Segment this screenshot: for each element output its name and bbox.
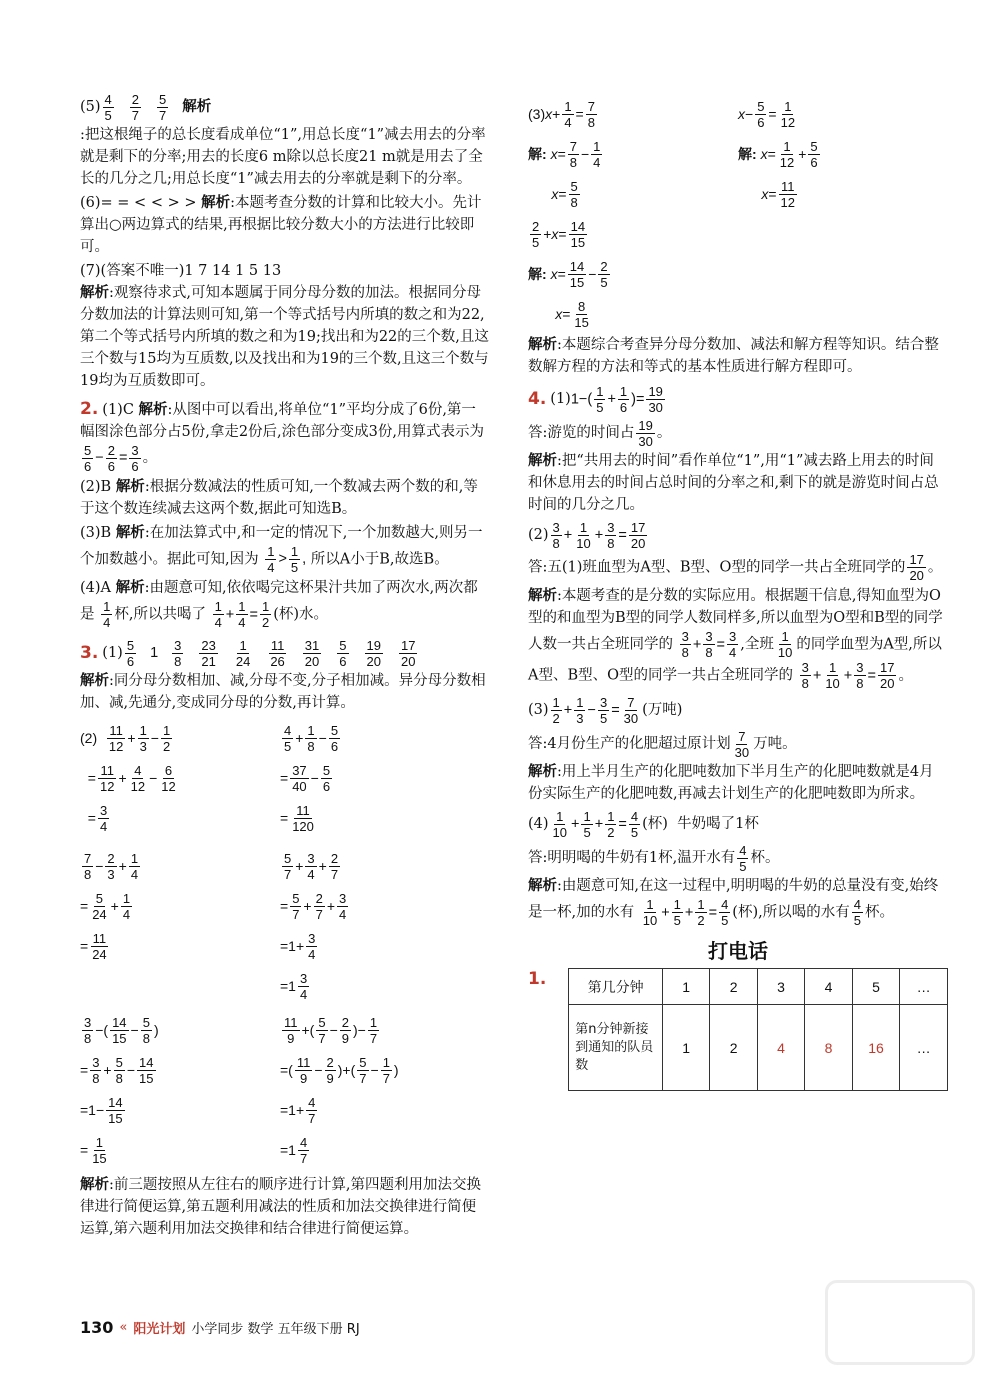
item-5-label: (5) <box>80 99 101 115</box>
question-3-analysis <box>80 1174 490 1240</box>
question-number: 2. <box>80 399 99 419</box>
fraction: $\frac{1}{4}$ <box>103 599 111 630</box>
section-title: 打电话 <box>708 939 768 964</box>
equation-3: $\frac{2}{5}$ + x = $\frac{14}{15}$ <box>532 218 586 250</box>
analysis-text: 所以A小于B,故选B。 <box>310 551 449 568</box>
answer-label: (2)B <box>80 479 112 495</box>
item-6-label: (6)= = < < > > <box>80 195 197 211</box>
calc-col-a: (2) $\frac{11}{12}$ + $\frac{1}{3}$ − $\frac{1}{2}$ = $\frac{11}{12}$ + $\frac{4}{12}$ − $\frac{6}{12}$ = $\frac{3}{4}$ $\frac{7}{8}$ − $\frac{2}{3}$ + $\frac{1}{4}$ = $\frac{5}{24}$ + $\frac{1}{4}$ = $\frac{11}{24}$ $\frac{3}{8}$ −( $\frac{14}{15}$ − $\frac{5}{8}$ ) = $\frac{3}{8}$ + $\frac{5}{8}$ − $\frac{14}{15}$ =1− $\frac{14}{15}$ = $\frac{1}{15}$ <box>80 722 176 1166</box>
fraction: $\frac{4}{5}$ <box>104 91 112 123</box>
question-4-4: (4) $\frac{1}{10}$ + $\frac{1}{5}$ + $\frac{1}{2}$ = $\frac{4}{5}$ (杯) 牛奶喝了1杯 <box>528 808 759 840</box>
item-7-label: (7)(答案不唯一)1 7 14 1 5 13 <box>80 263 282 279</box>
analysis-label: 解析 <box>115 579 145 596</box>
fraction: $\frac{2}{7}$ <box>131 91 140 123</box>
equation: $\frac{5}{6}$ − $\frac{2}{6}$ = $\frac{3}{6}$ 。 <box>84 443 158 474</box>
analysis-text: :观察待求式,可知本题属于同分母分数的加法。根据同分母分数加法的计算法则可知,第一个等式括号内所填的数之和为22,第二个等式括号内所填的数之和为19;找出和为22的三个数,且这三个数与15均为互质数,以及找出和为19的三个数,且这三个数与19均为互质数即可。 <box>80 285 489 389</box>
analysis-label: 解析 <box>80 672 109 690</box>
question-3-1-answers: 3. (1) $\frac{5}{6}$ 1 $\frac{3}{8}$ $\frac{23}{21}$ $\frac{1}{24}$ $\frac{11}{26}$ $\frac{31}{20}$ $\frac{5}{6}$ $\frac{19}{20}$ $\frac{17}{20}$ <box>80 637 416 669</box>
calc-col-b: $\frac{4}{5}$ + $\frac{1}{8}$ − $\frac{5}{6}$ = $\frac{37}{40}$ − $\frac{5}{6}$ = $\frac{11}{120}$ $\frac{5}{7}$ + $\frac{3}{4}$ + $\frac{2}{7}$ = $\frac{5}{7}$ + $\frac{2}{7}$ + $\frac{3}{4}$ =1+ $\frac{3}{4}$ =1 $\frac{3}{4}$ $\frac{11}{9}$ +( $\frac{5}{7}$ − $\frac{2}{9}$ )− $\frac{1}{7}$ =( $\frac{11}{9}$ − $\frac{2}{9}$ )+( $\frac{5}{7}$ − $\frac{1}{7}$ ) =1+ $\frac{4}{7}$ =1 $\frac{4}{7}$ <box>280 722 399 1166</box>
data-table <box>568 968 948 1091</box>
analysis-label: 解析 <box>138 401 168 418</box>
question-3 <box>80 636 490 714</box>
table-header-row: 第几分钟 1 2 3 4 5 … <box>569 969 948 1005</box>
footer-text: 小学同步 数学 五年级下册 RJ <box>191 1322 360 1337</box>
table-row: 第n分钟新接到通知的队员数 1 2 4 8 16 … <box>569 1005 948 1091</box>
right-column: (3) x + $\frac{1}{4}$ = $\frac{7}{8}$ 解: x = $\frac{7}{8}$ − $\frac{1}{4}$ x = $\frac{5}{8}$ x − $\frac{5}{6}$ = $\frac{1}{12}$ 解: x = $\frac{1}{12}$ + $\frac{5}{6}$ x = $\frac{11}{12}$ $\frac{2}{5}$ + x = $\frac{14}{15}$ 解: x = $\frac{14}{15}$ − $\frac{2}{5}$ x = $\frac{8}{15}$ 解析:本题综合考查异分母分数加、减法和解方程等知识。结合整数解方程的方法和等式的基本性质进行解方程即可。 4. (1) 1−( $\frac{1}{5}$ + $\frac{1}{6}$ )= $\frac{19}{30}$ 答:游览的时间占 $\frac{19}{30}$ 。 解析:把“共用去的时间”看作单位“1”,用“1”减去路上用去的时间和休息用去的时间占总时间的分率之和,剩下的就是游览时间占总时间的几分之几。 (2) $\frac{3}{8}$ + $\frac{1}{10}$ + $\frac{3}{8}$ = $\frac{17}{20}$ 答:五(1)班血型为A型、B型、O型的同学一共占全班同学的 $\frac{17}{20}$ 。 解析:本题考查的是分数的实际应用。根据题干信息,得知血型为O型的和血型为B型的同学人数同样多,所以血型为O型和B型的同学人数一共占全班同学的 $\frac{3}{8}$ + $\frac{3}{8}$ = $\frac{3}{4}$ ,全班 $\frac{1}{10}$ 的同学血型为A型,所以A型、B型、O型的同学一共占全班同学的 $\frac{3}{8}$ + $\frac{1}{10}$ + $\frac{3}{8}$ = $\frac{17}{20}$ 。 (3) $\frac{1}{2}$ + $\frac{1}{3}$ − $\frac{3}{5}$ = $\frac{7}{30}$ (万吨) 答:4月份生产的化肥超过原计划 $\frac{7}{30}$ 万吨。 解析:用上半月生产的化肥吨数加下半月生产的化肥吨数就是4月份实际生产的化肥吨数,再减去计划生产的化肥吨数即为所求。 (4) $\frac{1}{10}$ + $\frac{1}{5}$ + $\frac{1}{2}$ = $\frac{4}{5}$ (杯) 牛奶喝了1杯 答:明明喝的牛奶有1杯,温开水有 $\frac{4}{5}$ 杯。 解析:由题意可知,在这一过程中,明明喝的牛奶的总量没有变,始终是一杯,加的水有 $\frac{1}{10}$ + $\frac{1}{5}$ + $\frac{1}{2}$ = $\frac{4}{5}$ (杯),所以喝的水有 $\frac{4}{5}$ 杯。 打电话 1. 第几分钟 1 2 3 4 5 … 第n分钟新接到通知的队员数 1 2 4 8 16 … <box>528 90 948 1091</box>
analysis-label: 解析 <box>201 194 231 211</box>
fraction: $\frac{5}{7}$ <box>159 91 167 123</box>
item-5 <box>80 90 490 190</box>
question-2-2 <box>80 476 490 520</box>
analysis-label: 解析 <box>182 98 212 115</box>
answer-label: (3)B <box>80 525 112 541</box>
analysis-text: :前三题按照从左往右的顺序进行计算,第四题利用加法交换律进行简便运算,第五题利用减法的性质和加法交换律进行简便运算,第六题利用加法交换律和结合律进行简便运算。 <box>80 1177 481 1238</box>
inequality: $\frac{1}{4}$ > $\frac{1}{5}$ , <box>267 544 307 575</box>
analysis-label: 解析 <box>115 478 145 495</box>
equations: (3) x + $\frac{1}{4}$ = $\frac{7}{8}$ 解: x = $\frac{7}{8}$ − $\frac{1}{4}$ x = $\frac{5}{8}$ x − $\frac{5}{6}$ = $\frac{1}{12}$ 解: x = $\frac{1}{12}$ + $\frac{5}{6}$ x = $\frac{11}{12}$ <box>528 98 818 210</box>
analysis-text: :把这根绳子的总长度看成单位“1”,用总长度“1”减去用去的分率就是剩下的分率;用去的长度6 m除以总长度21 m就是用去了全长的几分之几;用总长度“1”减去用去的分率就是剩下的分率。 <box>80 127 486 187</box>
question-2-3 <box>80 522 490 575</box>
question-4-2: (2) $\frac{3}{8}$ + $\frac{1}{10}$ + $\frac{3}{8}$ = $\frac{17}{20}$ <box>528 519 646 551</box>
item-7 <box>80 260 490 392</box>
calc-steps <box>80 718 490 1170</box>
analysis-label: 解析 <box>80 284 109 301</box>
analysis-text: :根据分数减法的性质可知,一个数减去两个数的和,等于这个数连续减去这两个数,据此可知选B。 <box>80 479 478 517</box>
question-number: 3. <box>80 643 99 664</box>
equation: $\frac{1}{4}$ + $\frac{1}{4}$ = $\frac{1}{2}$ <box>214 599 270 631</box>
analysis-label: 解析 <box>80 1176 109 1194</box>
analysis-label: 解析 <box>115 524 145 541</box>
question-2 <box>80 398 490 474</box>
left-column <box>80 90 490 1242</box>
analysis-text: :本题考查分数的计算和比较大小。先计算出○两边算式的结果,再根据比较分数大小的方法进行比较即可。 <box>80 195 482 255</box>
analysis-text: :从图中可以看出,将单位“1”平均分成了6份,第一幅图涂色部分占5份,拿走2份后,涂色部分变成3份,用算式表示为 <box>80 402 485 440</box>
question-2-4: (4)A 解析:由题意可知,依依喝完这杯果汁共加了两次水,两次都是 $\frac{1}{4}$ 杯,所以共喝了 $\frac{1}{4}$ + $\frac{1}{4}$ = $\frac{1}{2}$ (杯)水。 <box>80 579 478 631</box>
footer: 130 « 阳光计划 小学同步 数学 五年级下册 RJ <box>80 1318 360 1337</box>
page-number: 130 <box>80 1318 114 1337</box>
analysis-text: :同分母分数相加、减,分母不变,分子相加减。异分母分数相加、减,先通分,变成同分母的分数,再计算。 <box>80 673 486 712</box>
q3-3-analysis: 解析:本题综合考查异分母分数加、减法和解方程等知识。结合整数解方程的方法和等式的基本性质进行解方程即可。 <box>528 336 939 375</box>
analysis-text: :在加法算式中,和一定的情况下,一个加数越大,则另一个加数越小。据此可知,因为 <box>80 525 483 568</box>
item-6 <box>80 192 490 258</box>
table-section: 1. 第几分钟 1 2 3 4 5 … 第n分钟新接到通知的队员数 1 2 4 8 16 … <box>528 968 948 1091</box>
brand-name: 阳光计划 <box>133 1322 186 1337</box>
answer-label: (4)A <box>80 580 112 596</box>
answer-label: (1)C <box>102 402 134 418</box>
analysis-text: :由题意可知,依依喝完这杯果汁共加了两次水,两次都是 <box>80 580 478 623</box>
watermark-logo <box>825 1280 975 1365</box>
question-4-3: (3) $\frac{1}{2}$ + $\frac{1}{3}$ − $\frac{3}{5}$ = $\frac{7}{30}$ (万吨) <box>528 694 683 726</box>
question-4-1: 4. (1) 1−( $\frac{1}{5}$ + $\frac{1}{6}$ )= $\frac{19}{30}$ <box>528 383 663 415</box>
